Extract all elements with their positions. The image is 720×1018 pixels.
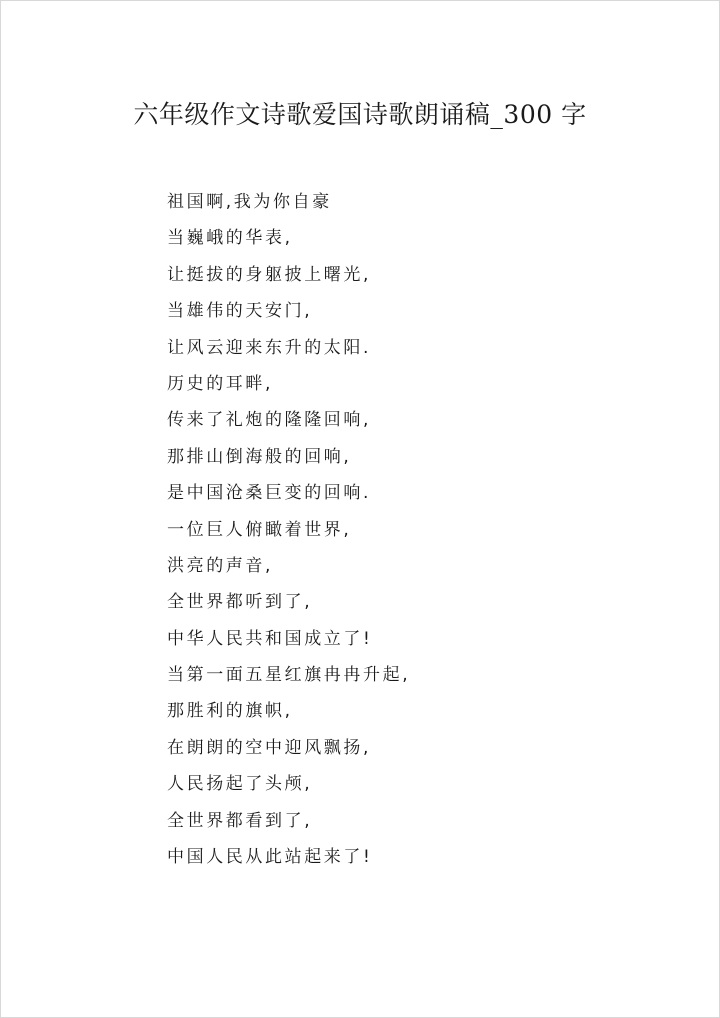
- poem-line: 在朗朗的空中迎风飘扬,: [167, 737, 372, 758]
- poem-line: 让风云迎来东升的太阳.: [167, 337, 372, 358]
- poem-line: 那胜利的旗帜,: [167, 701, 293, 722]
- poem-line: 让挺拔的身躯披上曙光,: [167, 264, 372, 285]
- poem-line: 全世界都听到了,: [167, 592, 313, 613]
- poem-line: 历史的耳畔,: [167, 373, 274, 394]
- poem-line: 传来了礼炮的隆隆回响,: [167, 410, 372, 431]
- poem-line: 那排山倒海般的回响,: [167, 446, 352, 467]
- poem-line: 当雄伟的天安门,: [167, 301, 313, 322]
- poem-line: 一位巨人俯瞰着世界,: [167, 519, 352, 540]
- poem-line: 全世界都看到了,: [167, 810, 313, 831]
- document-title: 六年级作文诗歌爱国诗歌朗诵稿_300 字: [133, 100, 587, 129]
- poem-line: 当第一面五星红旗冉冉升起,: [167, 665, 411, 686]
- poem-line: 祖国啊,我为你自豪: [167, 192, 332, 212]
- poem-line: 是中国沧桑巨变的回响.: [167, 483, 372, 504]
- poem-body: [167, 188, 410, 879]
- poem-line: 洪亮的声音,: [167, 555, 274, 576]
- poem-line: 中华人民共和国成立了!: [167, 628, 373, 649]
- poem-line: 人民扬起了头颅,: [167, 774, 313, 795]
- poem-line: 中国人民从此站起来了!: [167, 847, 373, 868]
- poem-line: 当巍峨的华表,: [167, 228, 293, 249]
